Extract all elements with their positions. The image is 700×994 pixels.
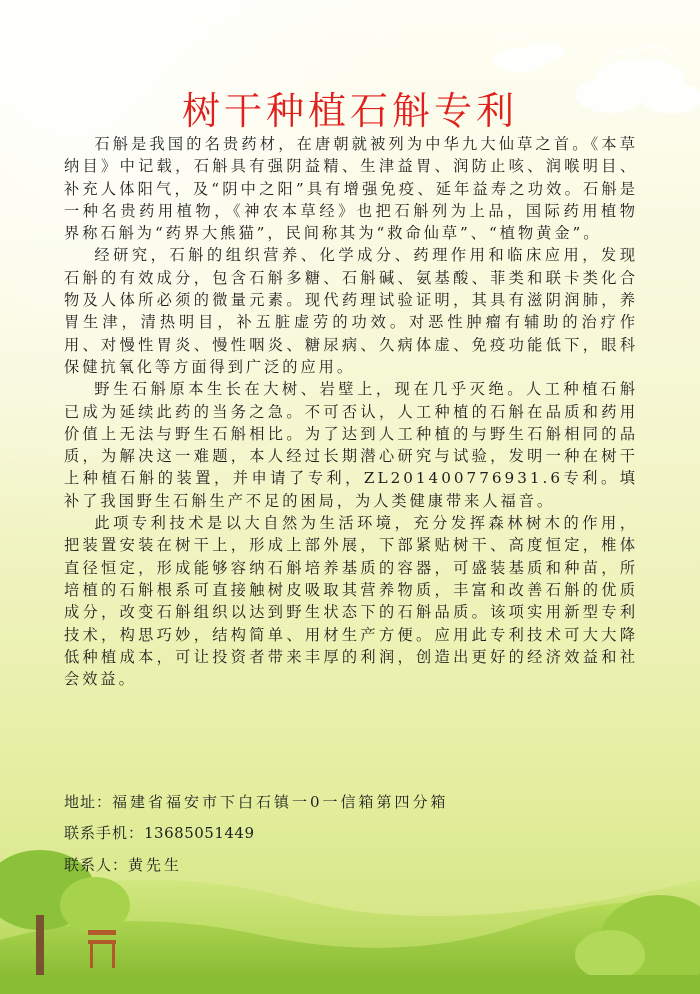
paragraph: 石斛是我国的名贵药材，在唐朝就被列为中华九大仙草之首。《本草纳目》中记载，石斛具有强阴益精、生津益胃、润防止咳、润喉明目、补充人体阳气，及“阴中之阳”具有增强免疫、延年益寿之功效。石斛是一种名贵药用植物，《神农本草经》也把石斛列为上品，国际药用植物界称石斛为“药界大熊猫”，民间称其为“救命仙草”、“植物黄金”。 <box>64 135 638 243</box>
paragraph: 野生石斛原本生长在大树、岩壁上，现在几乎灭绝。人工种植石斛已成为延续此药的当务之急。不可否认，人工种植的石斛在品质和药用价值上无法与野生石斛相比。为了达到人工种植的与野生石斛相同的品质，为解决这一难题，本人经过长期潜心研究与试验，发明一种在树干上种植石斛的装置，并申请了专利，ZL201400776931.6专利。填补了我国野生石斛生产不足的困局，为人类健康带来人福音。 <box>64 380 638 510</box>
article-body <box>64 133 638 690</box>
phone-label: 联系手机： <box>64 824 145 842</box>
person-label: 联系人： <box>64 856 129 874</box>
paragraph: 经研究，石斛的组织营养、化学成分、药理作用和临床应用，发现石斛的有效成分，包含石斛多糖、石斛碱、氨基酸、菲类和联卡类化合物及人体所必须的微量元素。现代药理试验证明，其具有滋阴润肺，养胃生津，清热明目，补五脏虚劳的功效。对恶性肿瘤有辅助的治疗作用、对慢性胃炎、慢性咽炎、糖尿病、久病体虚、免疫功能低下，眼科保健抗氧化等方面得到广泛的应用。 <box>64 246 638 376</box>
phone-value: 13685051449 <box>144 824 255 842</box>
contact-person <box>64 854 182 875</box>
address-value: 福建省福安市下白石镇一0一信箱第四分箱 <box>112 793 449 811</box>
contact-address <box>64 791 449 812</box>
address-label: 地址： <box>64 793 113 811</box>
contact-phone <box>64 822 255 843</box>
paragraph: 此项专利技术是以大自然为生活环境，充分发挥森林树木的作用，把装置安装在树干上，形成上部外展，下部紧贴树干、高度恒定，椎体直径恒定，形成能够容纳石斛培养基质的容器，可盛装基质和种苗，所培植的石斛根系可直接触树皮吸取其营养物质，丰富和改善石斛的优质成分，改变石斛组织以达到野生状态下的石斛品质。该项实用新型专利技术，构思巧妙，结构简单、用材生产方便。应用此专利技术可大大降低种植成本，可让投资者带来丰厚的利润，创造出更好的经济效益和社会效益。 <box>64 514 638 689</box>
person-value: 黄先生 <box>128 856 183 874</box>
page-title: 树干种植石斛专利 <box>181 89 518 133</box>
